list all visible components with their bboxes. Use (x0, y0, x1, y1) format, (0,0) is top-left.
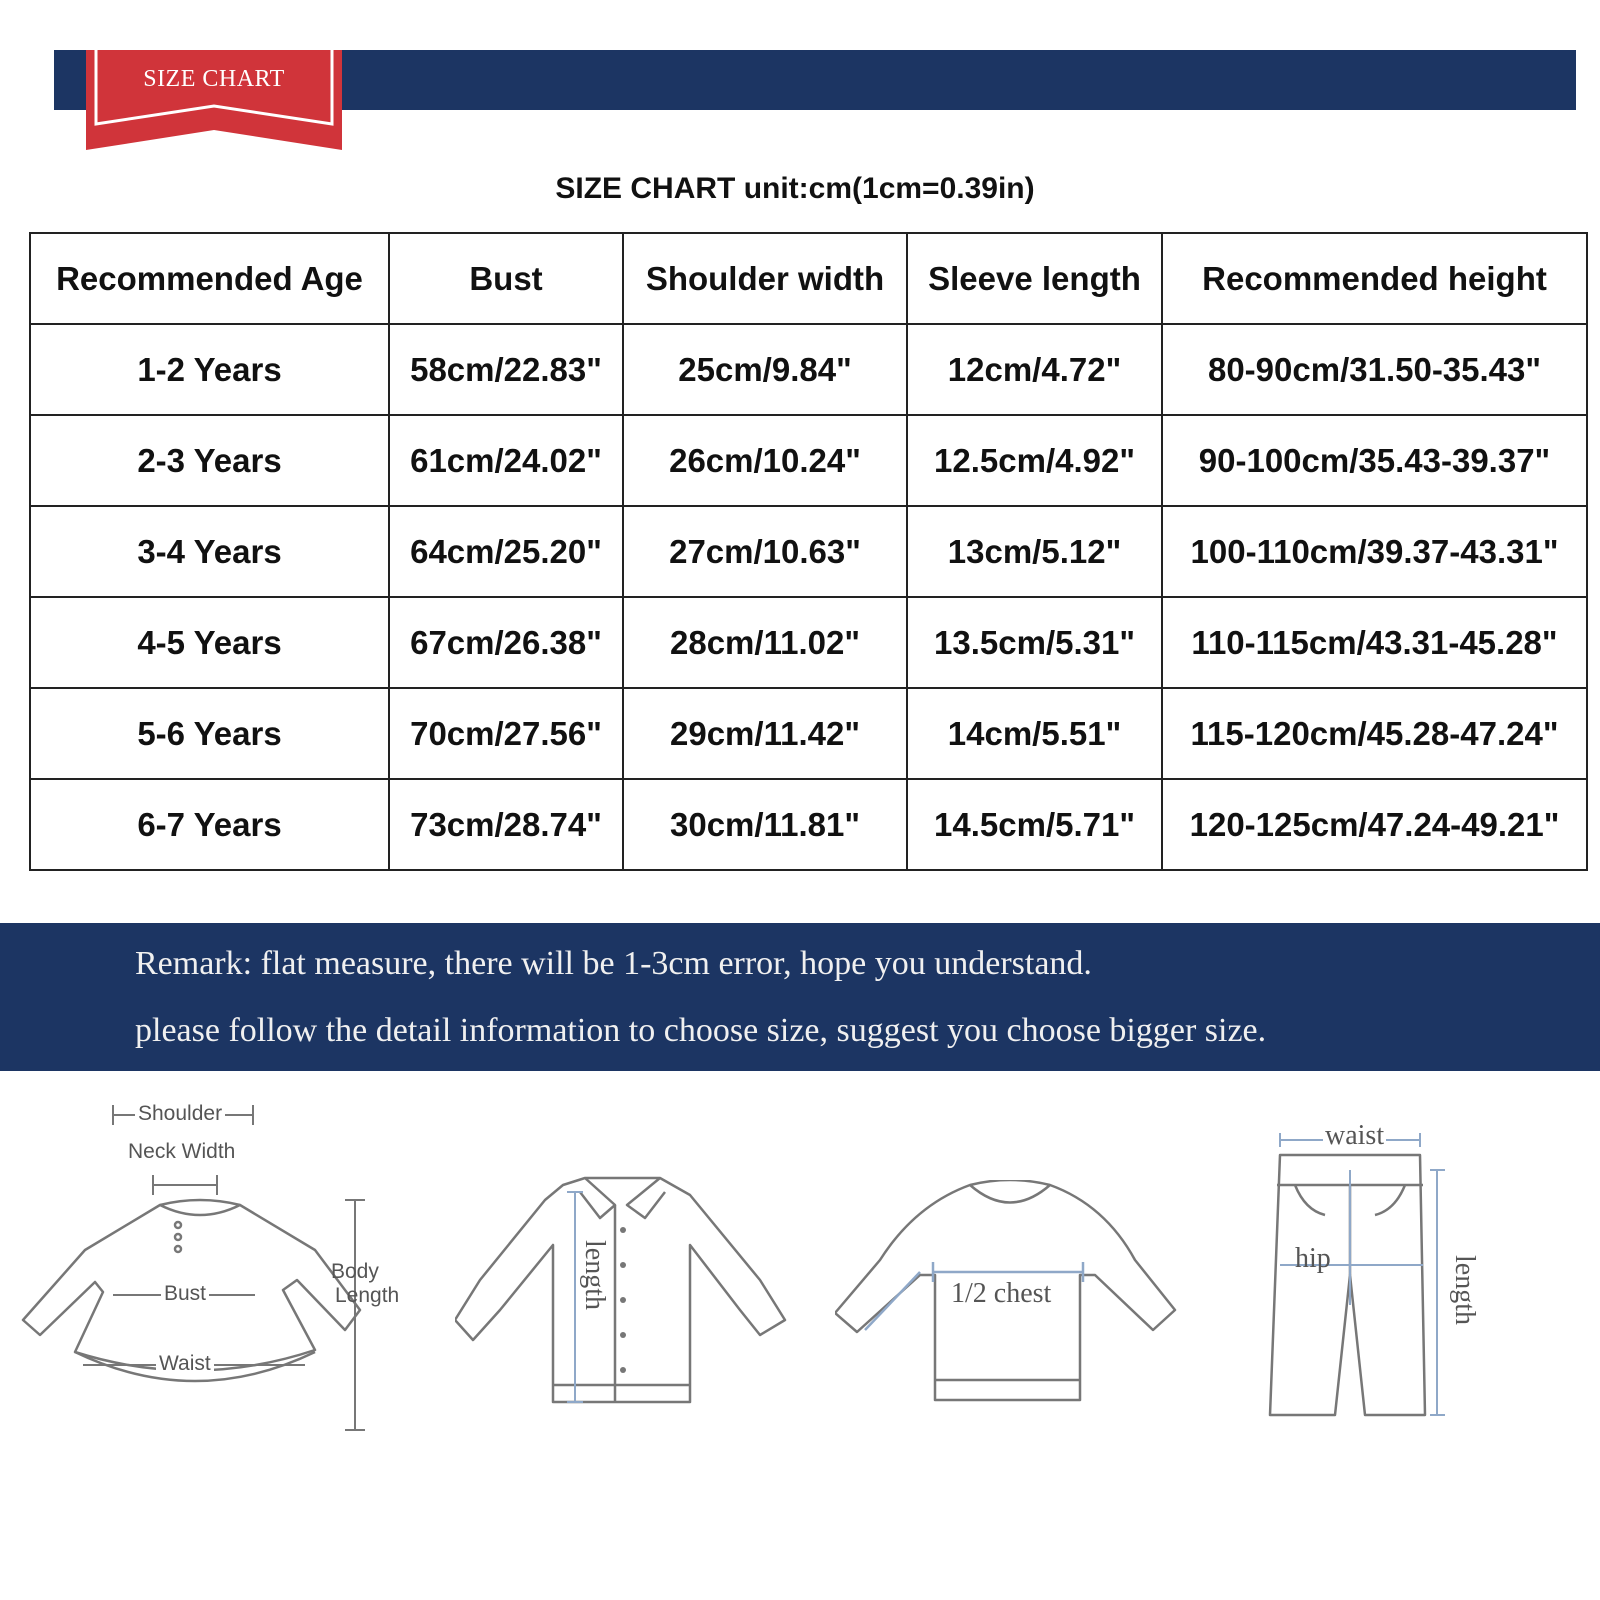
cell-sleeve: 14cm/5.51" (907, 688, 1162, 779)
cell-age: 1-2 Years (30, 324, 389, 415)
header-shoulder: Shoulder width (623, 233, 907, 324)
header-height: Recommended height (1162, 233, 1587, 324)
header-sleeve: Sleeve length (907, 233, 1162, 324)
table-row (30, 415, 1587, 506)
shirt-illustration (455, 1170, 805, 1410)
cell-bust: 58cm/22.83" (389, 324, 623, 415)
bust-label: Bust (161, 1282, 209, 1306)
cell-sleeve: 13.5cm/5.31" (907, 597, 1162, 688)
cell-age: 2-3 Years (30, 415, 389, 506)
shirt-length-label: length (579, 1240, 610, 1310)
waist-label: Waist (156, 1352, 214, 1376)
size-table (29, 232, 1588, 871)
dress-diagram (15, 1090, 415, 1450)
cell-height: 120-125cm/47.24-49.21" (1162, 779, 1587, 870)
cell-shoulder: 29cm/11.42" (623, 688, 907, 779)
remark-band (0, 923, 1600, 1071)
cell-bust: 64cm/25.20" (389, 506, 623, 597)
header-age: Recommended Age (30, 233, 389, 324)
table-row (30, 597, 1587, 688)
cell-age: 5-6 Years (30, 688, 389, 779)
cell-height: 110-115cm/43.31-45.28" (1162, 597, 1587, 688)
sweater-diagram (835, 1180, 1195, 1410)
cell-shoulder: 30cm/11.81" (623, 779, 907, 870)
chest-label: 1/2 chest (951, 1278, 1052, 1309)
cell-bust: 67cm/26.38" (389, 597, 623, 688)
table-title: SIZE CHART unit:cm(1cm=0.39in) (555, 172, 1035, 205)
pants-diagram (1265, 1120, 1485, 1425)
cell-age: 6-7 Years (30, 779, 389, 870)
table-header-row (30, 233, 1587, 324)
size-chart-ribbon (86, 50, 342, 150)
cell-shoulder: 25cm/9.84" (623, 324, 907, 415)
cell-shoulder: 27cm/10.63" (623, 506, 907, 597)
cell-height: 115-120cm/45.28-47.24" (1162, 688, 1587, 779)
cell-bust: 73cm/28.74" (389, 779, 623, 870)
cell-sleeve: 13cm/5.12" (907, 506, 1162, 597)
cell-bust: 70cm/27.56" (389, 688, 623, 779)
cell-height: 90-100cm/35.43-39.37" (1162, 415, 1587, 506)
neck-width-label: Neck Width (128, 1140, 236, 1163)
remark-line-2: please follow the detail information to choose size, suggest you choose bigger size. (135, 1012, 1267, 1049)
pants-waist-label: waist (1325, 1120, 1385, 1151)
table-row (30, 779, 1587, 870)
cell-sleeve: 12cm/4.72" (907, 324, 1162, 415)
body-length-label-1: Body (331, 1260, 379, 1283)
pants-hip-label: hip (1295, 1243, 1331, 1274)
table-row (30, 506, 1587, 597)
shirt-diagram (455, 1170, 805, 1410)
body-length-label-2: Length (335, 1284, 400, 1307)
cell-sleeve: 12.5cm/4.92" (907, 415, 1162, 506)
table-row (30, 324, 1587, 415)
cell-age: 3-4 Years (30, 506, 389, 597)
remark-line-1: Remark: flat measure, there will be 1-3cm error, hope you understand. (135, 945, 1092, 982)
shoulder-label: Shoulder (135, 1102, 225, 1126)
cell-shoulder: 26cm/10.24" (623, 415, 907, 506)
header-bust: Bust (389, 233, 623, 324)
pants-length-label: length (1449, 1255, 1480, 1325)
cell-age: 4-5 Years (30, 597, 389, 688)
cell-height: 100-110cm/39.37-43.31" (1162, 506, 1587, 597)
cell-shoulder: 28cm/11.02" (623, 597, 907, 688)
cell-sleeve: 14.5cm/5.71" (907, 779, 1162, 870)
table-row (30, 688, 1587, 779)
ribbon-shape (86, 50, 342, 150)
ribbon-label: SIZE CHART (143, 66, 285, 92)
cell-height: 80-90cm/31.50-35.43" (1162, 324, 1587, 415)
cell-bust: 61cm/24.02" (389, 415, 623, 506)
